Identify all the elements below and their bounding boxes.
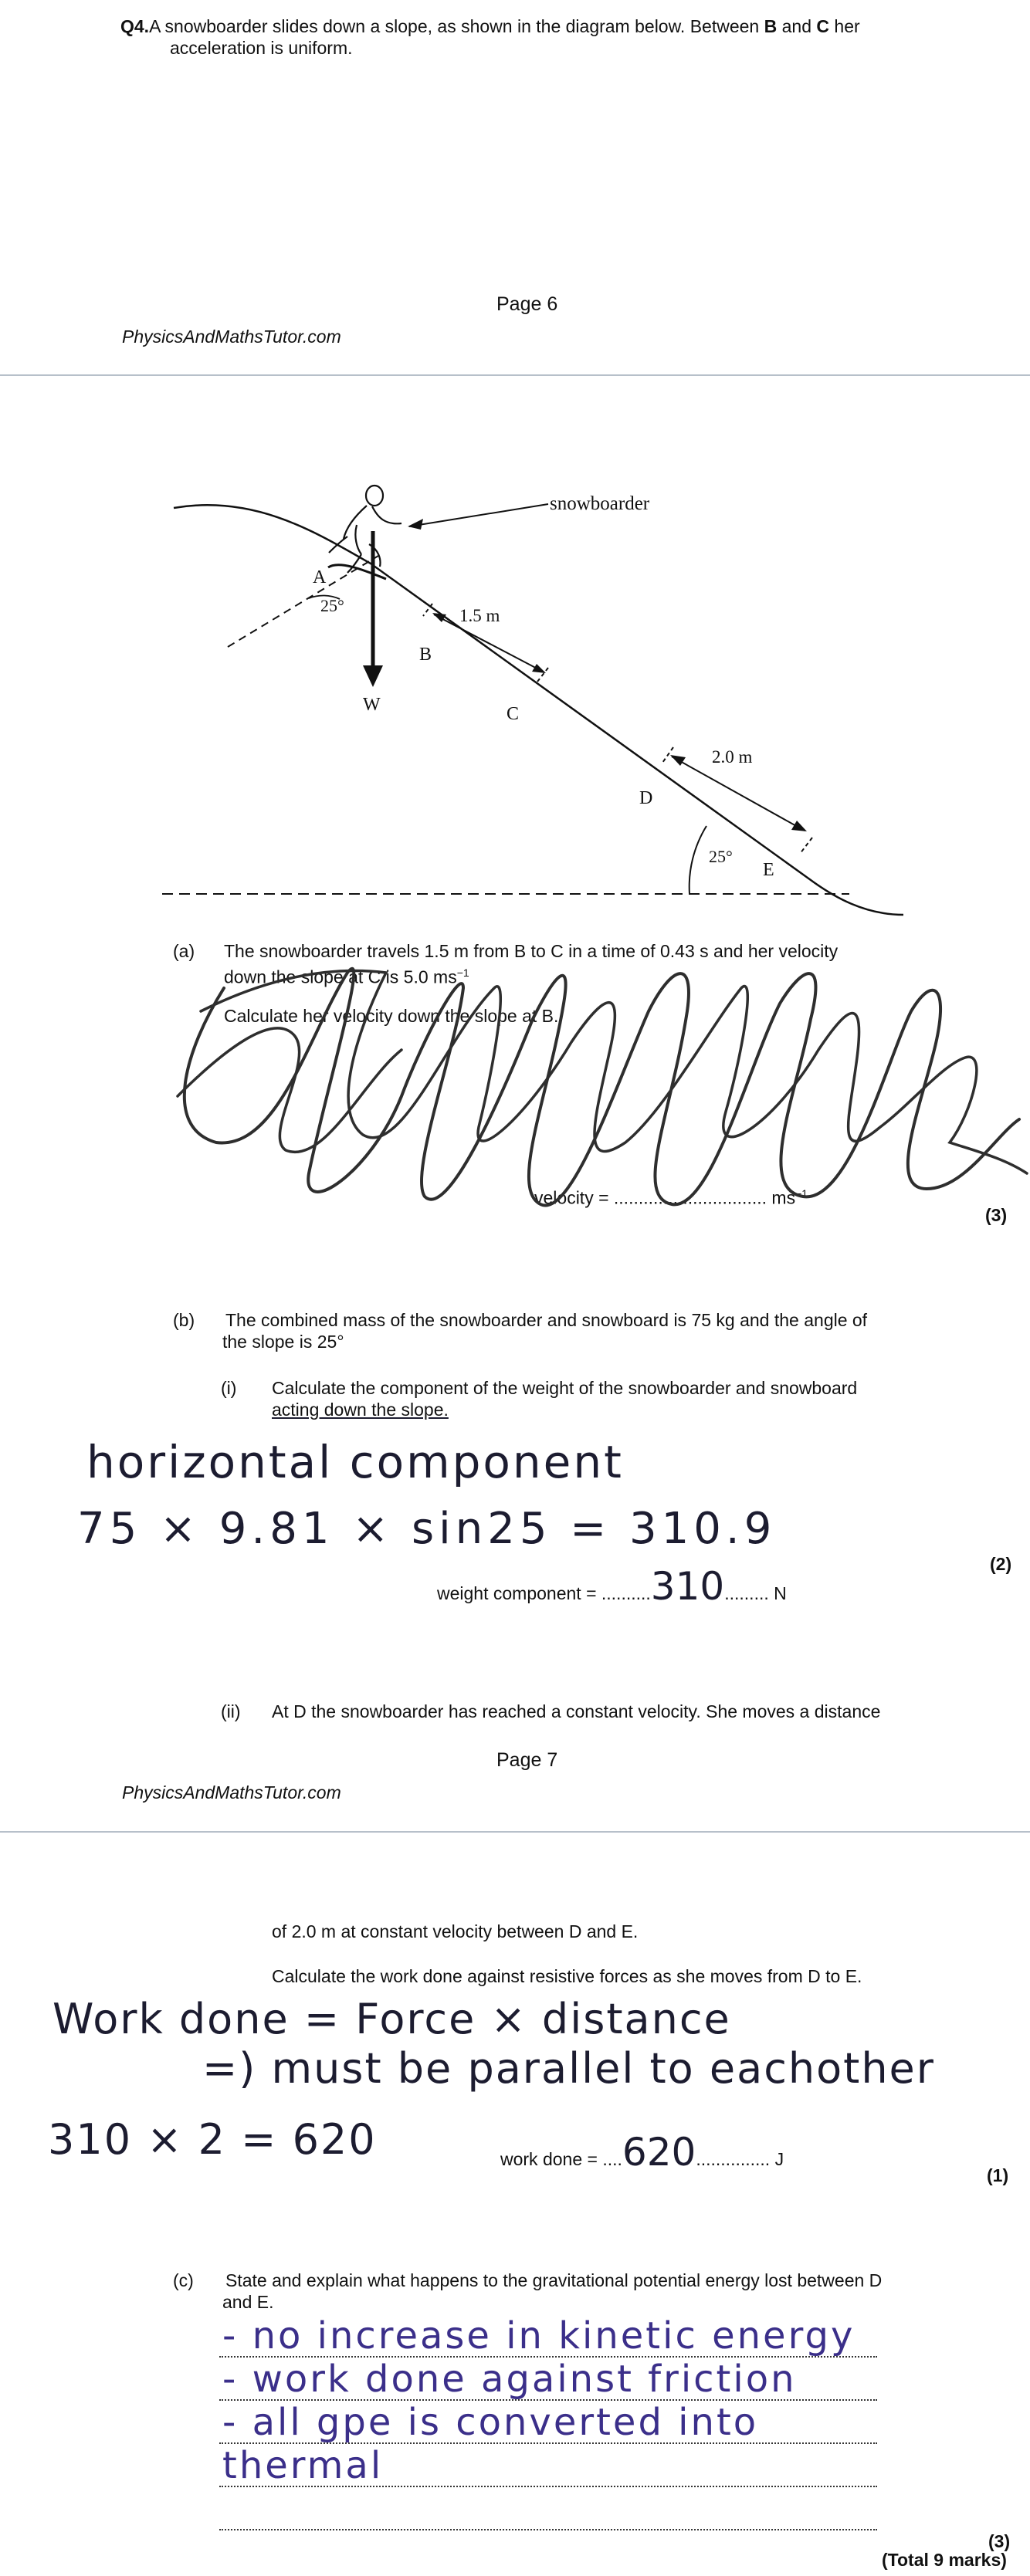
part-b-ii-label: (ii)	[221, 1701, 241, 1721]
angle-arc-bottom	[689, 826, 706, 894]
page-number: Page 6	[496, 293, 558, 315]
slope-diagram	[154, 463, 919, 926]
dist-de-label: 2.0 m	[712, 747, 753, 767]
part-c-label: (c)	[173, 2270, 194, 2290]
handwriting-c-line4: thermal	[222, 2444, 384, 2487]
dist-bc-label: 1.5 m	[459, 606, 500, 625]
label-e: E	[763, 860, 774, 880]
snowboarder-label: snowboarder	[550, 493, 650, 514]
label-c: C	[507, 704, 520, 724]
total-marks: (Total 9 marks)	[882, 2550, 1007, 2570]
part-a-line1: The snowboarder travels 1.5 m from B to C in a time of 0.43 s and her velocity	[224, 941, 839, 961]
snowboarder-pointer	[409, 504, 548, 526]
handwriting-c-line1: - no increase in kinetic energy	[222, 2314, 856, 2358]
part-b-label: (b)	[173, 1310, 195, 1330]
handwriting-b-ii-line2: =) must be parallel to eachother	[202, 2044, 935, 2093]
part-c-line1: State and explain what happens to the gravitational potential energy lost between D	[225, 2270, 883, 2290]
part-a-answer-line: velocity = ............................... $ms^{-1}$	[534, 1187, 808, 1208]
label-d: D	[639, 788, 653, 808]
part-b-i-line2: acting down the slope.	[272, 1400, 449, 1420]
handwriting-b-ii-line1: Work done = Force × distance	[53, 1995, 731, 2043]
part-b-i-line1: Calculate the component of the weight of the snowboarder and snowboard	[272, 1378, 858, 1398]
handwriting-c-line2: - work done against friction	[222, 2358, 797, 2401]
part-b-i-answer-line: weight component = ..........310......... N	[437, 1564, 787, 1609]
site-footer: PhysicsAndMathsTutor.com	[122, 1782, 341, 1803]
part-b-i-marks: (2)	[990, 1554, 1012, 1574]
part-c-marks: (3)	[988, 2531, 1011, 2551]
label-b: B	[419, 645, 432, 665]
part-a-instruction: Calculate her velocity down the slope at B.	[224, 1006, 559, 1026]
part-b-ii-line1: At D the snowboarder has reached a constant velocity. She moves a distance	[272, 1701, 881, 1721]
answer-line	[219, 2529, 877, 2530]
part-b-ii-instruction: Calculate the work done against resistive forces as she moves from D to E.	[272, 1966, 862, 1986]
part-a-label: (a)	[173, 941, 195, 961]
part-b-ii-marks: (1)	[987, 2165, 1009, 2185]
snowboarder-figure	[328, 486, 401, 579]
slope-line	[174, 505, 903, 915]
label-w: W	[363, 695, 381, 715]
page-separator	[0, 374, 1030, 376]
page-separator	[0, 1831, 1030, 1833]
handwriting-b-i-line2: 75 × 9.81 × sin25 = 310.9	[77, 1504, 777, 1554]
part-b-i-label: (i)	[221, 1378, 237, 1398]
angle-top-label: 25°	[320, 596, 344, 615]
angle-bottom-label: 25°	[709, 847, 733, 866]
part-b-line2: the slope is 25°	[222, 1332, 344, 1352]
handwriting-c-line3: - all gpe is converted into	[222, 2401, 759, 2444]
page-number: Page 7	[496, 1749, 558, 1771]
handwriting-b-i-line1: horizontal component	[86, 1436, 624, 1488]
scribble-crossout	[170, 942, 1030, 1235]
dashed-extension-a	[228, 556, 378, 647]
part-b-ii-line2: of 2.0 m at constant velocity between D and E.	[272, 1921, 639, 1941]
site-footer: PhysicsAndMathsTutor.com	[122, 327, 341, 347]
part-c-line2: and E.	[222, 2292, 274, 2312]
part-a-marks: (3)	[985, 1205, 1008, 1225]
part-b-ii-answer-line: work done = ....620............... J	[500, 2130, 784, 2175]
question-intro-line2: acceleration is uniform.	[170, 38, 353, 58]
label-a: A	[313, 567, 327, 587]
part-a-line2: down the slope at C is 5.0 $ms^{-1}$	[224, 966, 469, 987]
handwriting-b-ii-line3: 310 × 2 = 620	[48, 2115, 377, 2164]
question-intro-line1: Q4.A snowboarder slides down a slope, as shown in the diagram below. Between B and C her	[120, 16, 860, 36]
part-b-line1: The combined mass of the snowboarder and snowboard is 75 kg and the angle of	[225, 1310, 868, 1330]
